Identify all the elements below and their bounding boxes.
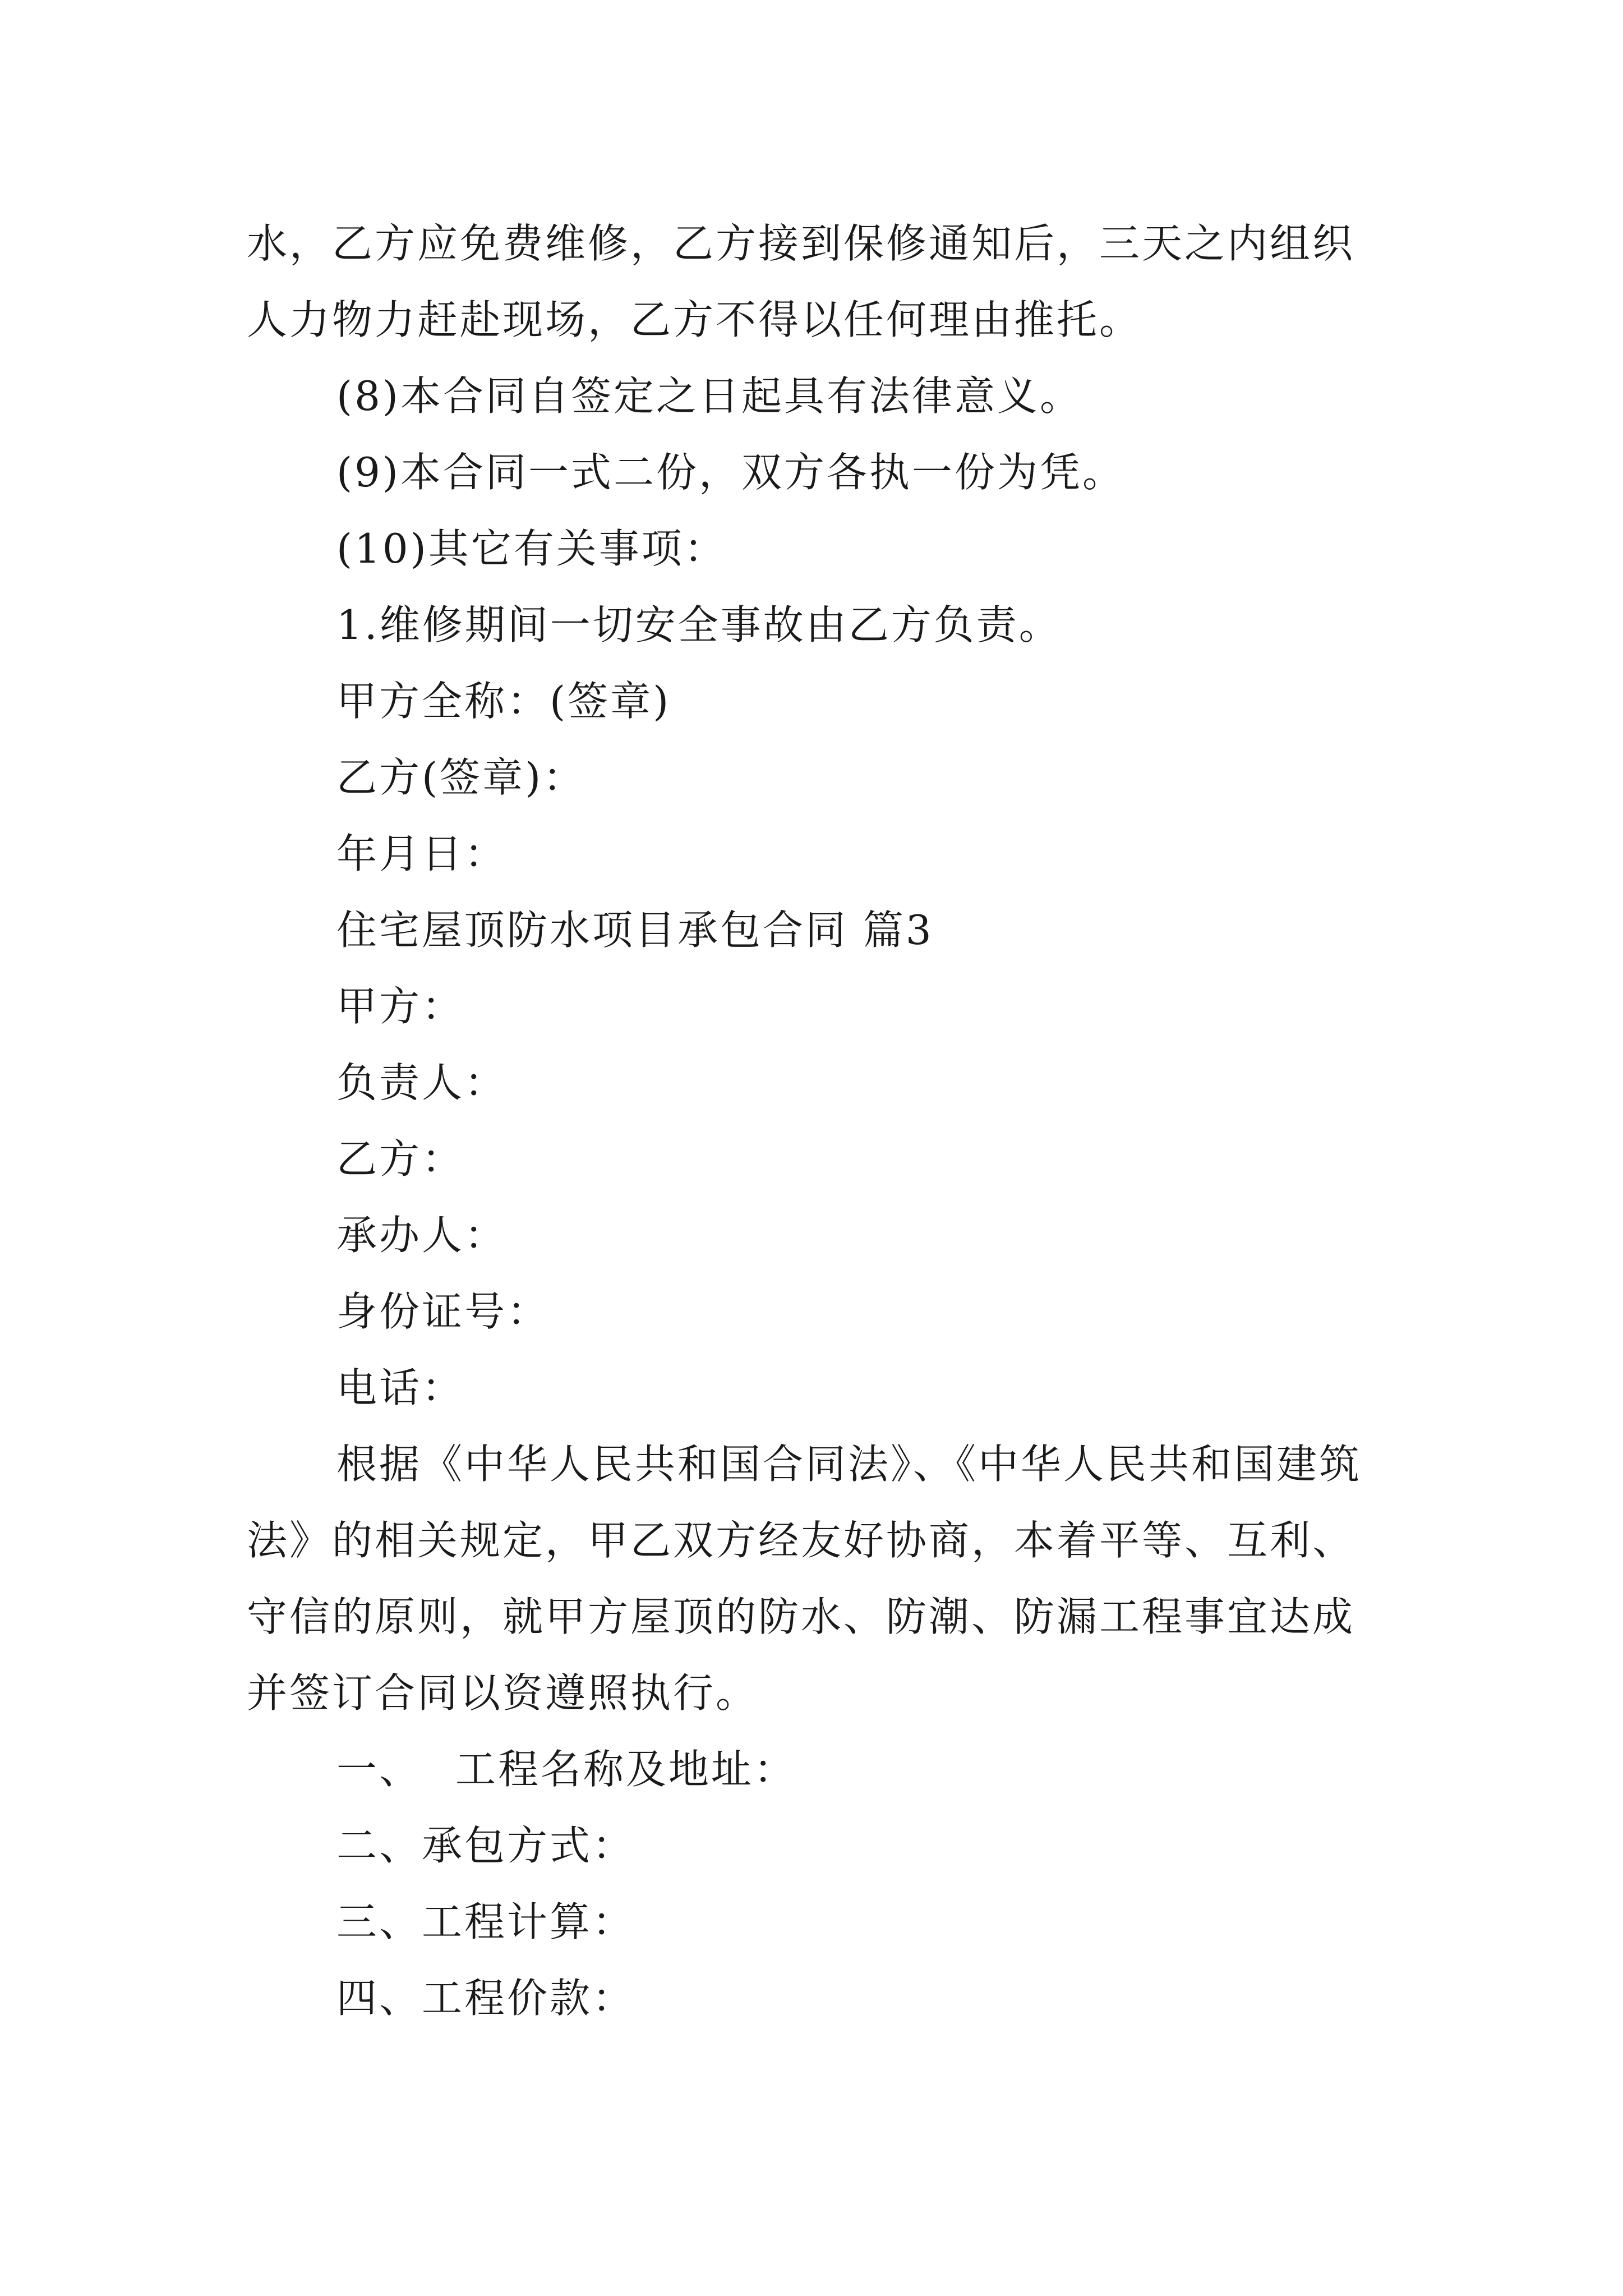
section-4-heading: 四、工程价款： — [336, 1975, 635, 2022]
paragraph-line: 守信的原则，就甲方屋顶的防水、防潮、防漏工程事宜达成 — [247, 1593, 1355, 1640]
section-title: 住宅屋顶防水项目承包合同 篇3 — [336, 907, 934, 954]
clause-8: (8)本合同自签定之日起具有法律意义。 — [336, 372, 1082, 420]
party-b-signature: 乙方(签章)： — [336, 754, 586, 801]
phone-field: 电话： — [336, 1364, 465, 1411]
paragraph-line: 法》的相关规定，甲乙双方经友好协商，本着平等、互利、 — [247, 1517, 1355, 1564]
clause-10: (10)其它有关事项： — [336, 525, 727, 572]
id-number-field: 身份证号： — [336, 1288, 550, 1335]
paragraph-line: 并签订合同以资遵照执行。 — [247, 1669, 759, 1717]
sub-item-1: 1.维修期间一切安全事故由乙方负责。 — [336, 601, 1062, 648]
section-1-label: 工程名称及地址： — [455, 1746, 797, 1793]
clause-9: (9)本合同一式二份，双方各执一份为凭。 — [336, 449, 1125, 496]
section-3-heading: 三、工程计算： — [336, 1898, 635, 1945]
responsible-person-field: 负责人： — [336, 1059, 508, 1106]
paragraph-line: 根据《中华人民共和国合同法》、《中华人民共和国建筑 — [336, 1441, 1362, 1488]
text-line: 人力物力赶赴现场，乙方不得以任何理由推托。 — [247, 296, 1142, 343]
section-2-heading: 二、承包方式： — [336, 1822, 635, 1869]
date-field: 年月日： — [336, 830, 508, 877]
party-b-field: 乙方： — [336, 1135, 465, 1182]
text-line: 水，乙方应免费维修，乙方接到保修通知后，三天之内组织 — [247, 220, 1355, 267]
party-a-field: 甲方： — [336, 983, 465, 1030]
party-a-signature: 甲方全称：(签章) — [336, 678, 671, 725]
section-1-heading — [336, 1746, 797, 1793]
contractor-field: 承办人： — [336, 1212, 508, 1259]
section-1-number: 一、 — [336, 1746, 422, 1793]
